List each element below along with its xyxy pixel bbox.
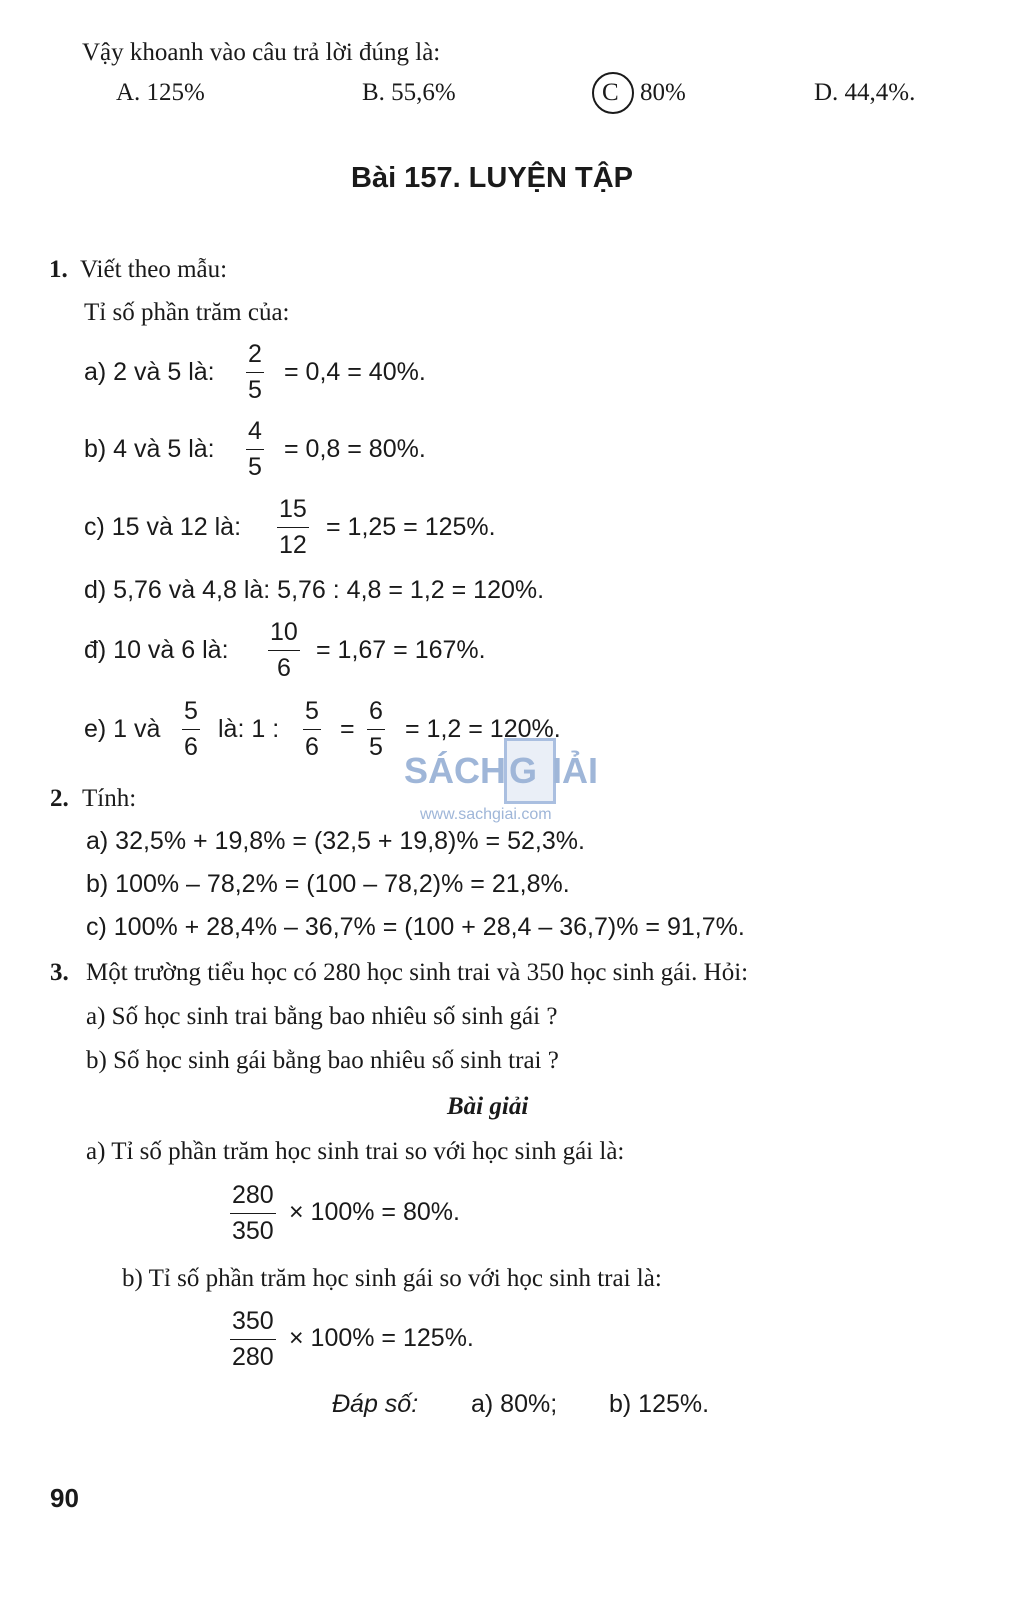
ex1-e-middle: là: 1 : [218,715,280,743]
solution-a-result: × 100% = 80%. [289,1198,460,1226]
watermark-url: www.sachgiai.com [420,806,552,823]
ex2-line-b: b) 100% – 78,2% = (100 – 78,2)% = 21,8%. [86,870,570,898]
option-a: A. 125% [116,79,205,106]
ex1-dd-result: = 1,67 = 167%. [316,636,486,664]
denominator: 350 [230,1213,276,1244]
ex3-number: 3. [50,959,69,986]
numerator: 15 [279,495,307,523]
ex2-line-a: a) 32,5% + 19,8% = (32,5 + 19,8)% = 52,3%. [86,827,585,855]
ex2-heading: Tính: [82,785,137,812]
watermark-g: G [509,750,538,791]
numerator: 5 [184,697,198,725]
ex1-heading: Viết theo mẫu: [80,256,228,283]
denominator: 6 [182,729,200,760]
ex1-b-fraction [246,419,264,480]
ex1-d-line: d) 5,76 và 4,8 là: 5,76 : 4,8 = 1,2 = 120%. [84,576,545,604]
intro-line: Vậy khoanh vào câu trả lời đúng là: [82,39,441,66]
answer-label: Đáp số: [332,1390,419,1418]
option-b: B. 55,6% [362,79,456,106]
numerator: 10 [270,618,298,646]
watermark-left: SÁCH [404,750,507,791]
numerator: 4 [248,417,262,445]
solution-a-fraction [230,1183,276,1244]
ex3-question-a: a) Số học sinh trai bằng bao nhiêu số sinh gái ? [86,1003,558,1030]
numerator: 2 [248,340,262,368]
ex1-a-fraction [246,342,264,403]
ex1-dd-fraction [268,620,300,681]
solution-a: a) Tỉ số phần trăm học sinh trai so với học sinh gái là: [86,1138,625,1165]
answer-b: b) 125%. [609,1390,710,1418]
ex3-problem: Một trường tiểu học có 280 học sinh trai và 350 học sinh gái. Hỏi: [86,959,749,986]
ex1-b-result: = 0,8 = 80%. [284,435,426,463]
numerator: 350 [232,1307,274,1335]
option-c-letter: C [602,79,619,106]
ex1-e-fraction-1 [182,699,200,760]
ex1-subheading: Tỉ số phần trăm của: [84,299,290,326]
solution-b-result: × 100% = 125%. [289,1324,474,1352]
numerator: 5 [305,697,319,725]
denominator: 5 [246,449,264,480]
denominator: 5 [246,372,264,403]
lesson-title: Bài 157. LUYỆN TẬP [351,162,634,194]
ex1-e-equals: = [340,715,355,743]
solution-b: b) Tỉ số phần trăm học sinh gái so với học sinh trai là: [122,1265,662,1292]
denominator: 6 [268,650,300,681]
ex1-number: 1. [49,256,68,283]
numerator: 280 [232,1181,274,1209]
denominator: 6 [303,729,321,760]
page-number: 90 [50,1483,79,1513]
ex1-c-prefix: c) 15 và 12 là: [84,513,242,541]
ex1-b-prefix: b) 4 và 5 là: [84,435,215,463]
ex1-a-result: = 0,4 = 40%. [284,358,426,386]
denominator: 280 [230,1339,276,1370]
option-c: 80% [640,79,686,106]
numerator: 6 [369,697,383,725]
ex1-c-fraction [277,497,309,558]
watermark-right: IẢI [552,750,599,791]
solution-b-fraction [230,1309,276,1370]
ex1-e-fraction-3 [367,699,385,760]
answer-a: a) 80%; [471,1390,558,1418]
denominator: 12 [277,527,309,558]
ex1-e-result: = 1,2 = 120%. [405,715,561,743]
denominator: 5 [367,729,385,760]
ex1-e-fraction-2 [303,699,321,760]
option-d: D. 44,4%. [814,79,916,106]
ex1-dd-prefix: đ) 10 và 6 là: [84,636,229,664]
ex1-c-result: = 1,25 = 125%. [326,513,496,541]
ex2-number: 2. [50,785,69,812]
ex3-question-b: b) Số học sinh gái bằng bao nhiêu số sinh trai ? [86,1047,559,1074]
ex2-line-c: c) 100% + 28,4% – 36,7% = (100 + 28,4 – 36,7)% = 91,7%. [86,913,745,941]
ex1-e-prefix: e) 1 và [84,715,161,743]
ex1-a-prefix: a) 2 và 5 là: [84,358,215,386]
solution-title: Bài giải [447,1093,529,1120]
